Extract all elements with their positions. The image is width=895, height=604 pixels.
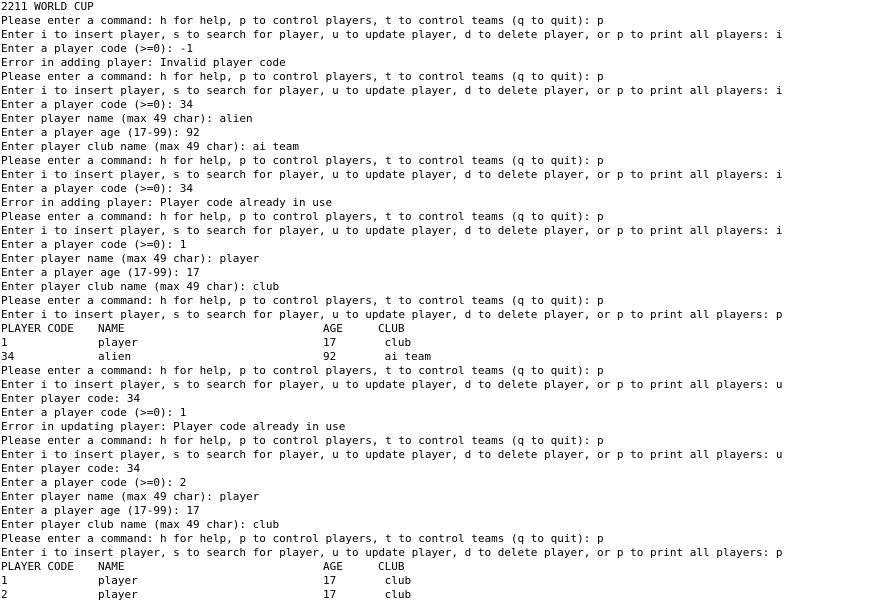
player-age-prompt: Enter a player age (17-99): 92 xyxy=(1,126,200,139)
player-code-prompt: Enter a player code (>=0): 34 xyxy=(1,182,194,195)
header-club: CLUB xyxy=(378,322,405,335)
cell-club: club xyxy=(378,588,412,601)
app-title: 2211 WORLD CUP xyxy=(1,0,94,13)
command-prompt: Please enter a command: h for help, p to control players, t to control teams (q to quit): p xyxy=(1,70,604,83)
player-menu-prompt: Enter i to insert player, s to search for player, u to update player, d to delete player, or p to print all players: i xyxy=(1,84,783,97)
cell-name: player xyxy=(98,574,138,587)
player-menu-prompt: Enter i to insert player, s to search for player, u to update player, d to delete player, or p to print all players: u xyxy=(1,448,783,461)
player-code-prompt: Enter a player code (>=0): -1 xyxy=(1,42,194,55)
player-code-prompt: Enter a player code (>=0): 1 xyxy=(1,406,187,419)
command-prompt: Please enter a command: h for help, p to control players, t to control teams (q to quit): p xyxy=(1,532,604,545)
cell-club: ai team xyxy=(378,350,431,363)
player-menu-prompt: Enter i to insert player, s to search for player, u to update player, d to delete player, or p to print all players: i xyxy=(1,28,783,41)
player-club-prompt: Enter player club name (max 49 char): club xyxy=(1,518,280,531)
player-age-prompt: Enter a player age (17-99): 17 xyxy=(1,504,200,517)
command-prompt: Please enter a command: h for help, p to control players, t to control teams (q to quit): p xyxy=(1,210,604,223)
error-message: Error in adding player: Player code already in use xyxy=(1,196,333,209)
cell-age: 17 xyxy=(323,588,337,601)
table-header xyxy=(1,322,895,336)
error-message: Error in updating player: Player code already in use xyxy=(1,420,346,433)
cell-player-code: 1 xyxy=(1,574,8,587)
player-age-prompt: Enter a player age (17-99): 17 xyxy=(1,266,200,279)
player-code-lookup-prompt: Enter player code: 34 xyxy=(1,462,141,475)
header-age: AGE xyxy=(323,560,343,573)
table-row xyxy=(1,336,895,350)
cell-age: 17 xyxy=(323,336,337,349)
player-menu-prompt: Enter i to insert player, s to search for player, u to update player, d to delete player, or p to print all players: u xyxy=(1,378,783,391)
cell-club: club xyxy=(378,336,412,349)
player-name-prompt: Enter player name (max 49 char): alien xyxy=(1,112,253,125)
player-code-prompt: Enter a player code (>=0): 2 xyxy=(1,476,187,489)
cell-player-code: 2 xyxy=(1,588,8,601)
header-player-code: PLAYER CODE xyxy=(1,560,74,573)
command-prompt: Please enter a command: h for help, p to control players, t to control teams (q to quit): p xyxy=(1,14,604,27)
player-menu-prompt: Enter i to insert player, s to search for player, u to update player, d to delete player, or p to print all players: i xyxy=(1,224,783,237)
player-menu-prompt: Enter i to insert player, s to search for player, u to update player, d to delete player, or p to print all players: i xyxy=(1,168,783,181)
cell-player-code: 1 xyxy=(1,336,8,349)
player-code-prompt: Enter a player code (>=0): 34 xyxy=(1,98,194,111)
command-prompt: Please enter a command: h for help, p to control players, t to control teams (q to quit): p xyxy=(1,294,604,307)
player-club-prompt: Enter player club name (max 49 char): ai team xyxy=(1,140,300,153)
command-prompt: Please enter a command: h for help, p to control players, t to control teams (q to quit): p xyxy=(1,154,604,167)
table-row xyxy=(1,350,895,364)
table-row xyxy=(1,574,895,588)
player-menu-prompt: Enter i to insert player, s to search for player, u to update player, d to delete player, or p to print all players: p xyxy=(1,546,783,559)
player-name-prompt: Enter player name (max 49 char): player xyxy=(1,252,260,265)
cell-name: player xyxy=(98,336,138,349)
command-prompt: Please enter a command: h for help, p to control players, t to control teams (q to quit): p xyxy=(1,364,604,377)
command-prompt: Please enter a command: h for help, p to control players, t to control teams (q to quit): p xyxy=(1,434,604,447)
header-name: NAME xyxy=(98,322,125,335)
cell-player-code: 34 xyxy=(1,350,15,363)
cell-name: alien xyxy=(98,350,132,363)
cell-age: 92 xyxy=(323,350,337,363)
header-name: NAME xyxy=(98,560,125,573)
table-row xyxy=(1,588,895,602)
header-player-code: PLAYER CODE xyxy=(1,322,74,335)
player-code-prompt: Enter a player code (>=0): 1 xyxy=(1,238,187,251)
player-club-prompt: Enter player club name (max 49 char): club xyxy=(1,280,280,293)
player-code-lookup-prompt: Enter player code: 34 xyxy=(1,392,141,405)
header-age: AGE xyxy=(323,322,343,335)
cell-club: club xyxy=(378,574,412,587)
table-header xyxy=(1,560,895,574)
error-message: Error in adding player: Invalid player code xyxy=(1,56,286,69)
cell-name: player xyxy=(98,588,138,601)
header-club: CLUB xyxy=(378,560,405,573)
player-name-prompt: Enter player name (max 49 char): player xyxy=(1,490,260,503)
player-menu-prompt: Enter i to insert player, s to search for player, u to update player, d to delete player, or p to print all players: p xyxy=(1,308,783,321)
cell-age: 17 xyxy=(323,574,337,587)
